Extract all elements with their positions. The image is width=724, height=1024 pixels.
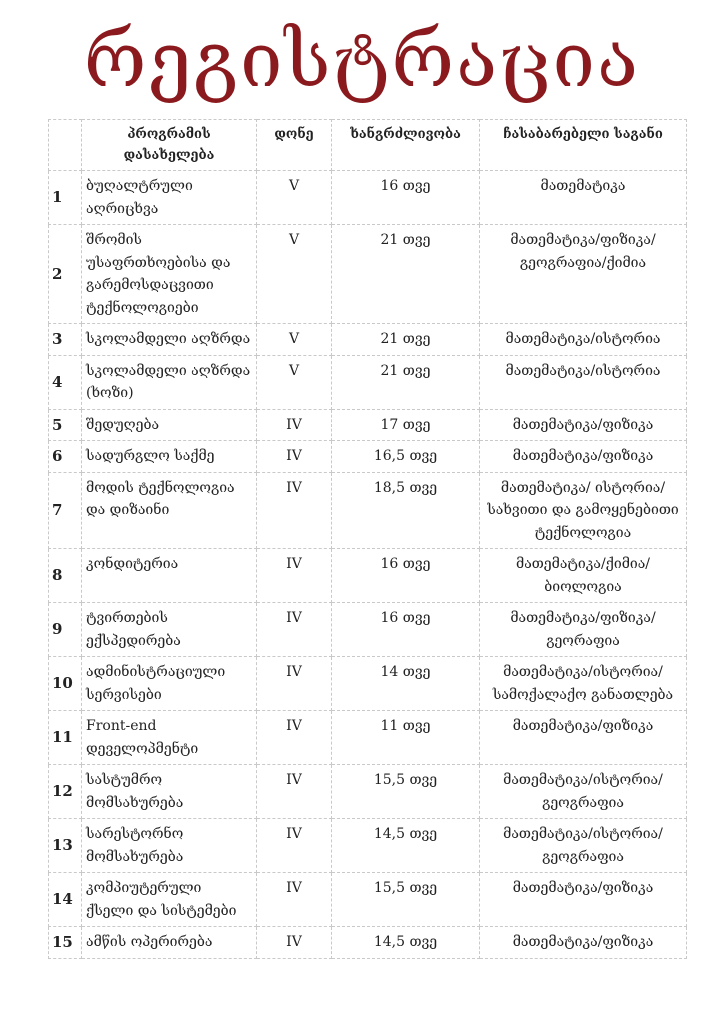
exam-subject: მათემატიკა/ფიზიკა: [480, 711, 687, 765]
program-level: IV: [257, 819, 332, 873]
row-number: 4: [49, 355, 82, 409]
program-level: IV: [257, 711, 332, 765]
program-duration: 14 თვე: [332, 657, 480, 711]
exam-subject: მათემატიკა/ფიზიკა: [480, 441, 687, 473]
row-number: 12: [49, 765, 82, 819]
program-duration: 16 თვე: [332, 603, 480, 657]
exam-subject: მათემატიკა/ისტორია: [480, 355, 687, 409]
table-row: [49, 171, 687, 225]
table-row: [49, 441, 687, 473]
program-name: შრომის უსაფრთხოებისა და გარემოსდაცვითი ტექნოლოგიები: [82, 225, 257, 324]
table-row: [49, 603, 687, 657]
exam-subject: მათემატიკა/ქიმია/ ბიოლოგია: [480, 549, 687, 603]
table-row: [49, 711, 687, 765]
row-number: 2: [49, 225, 82, 324]
program-name: სარესტორნო მომსახურება: [82, 819, 257, 873]
header-subject: ჩასაბარებელი საგანი: [480, 120, 687, 171]
header-program: პროგრამის დასახელება: [82, 120, 257, 171]
program-name: ბუღალტრული აღრიცხვა: [82, 171, 257, 225]
table-row: [49, 549, 687, 603]
program-level: IV: [257, 603, 332, 657]
row-number: 5: [49, 409, 82, 441]
table-row: [49, 225, 687, 324]
program-name: ამწის ოპერირება: [82, 927, 257, 959]
program-duration: 11 თვე: [332, 711, 480, 765]
program-name: სასტუმრო მომსახურება: [82, 765, 257, 819]
exam-subject: მათემატიკა/ ისტორია/ სახვითი და გამოყენებითი ტექნოლოგია: [480, 472, 687, 549]
program-level: V: [257, 171, 332, 225]
program-duration: 21 თვე: [332, 225, 480, 324]
program-name: კონდიტერია: [82, 549, 257, 603]
program-duration: 16 თვე: [332, 549, 480, 603]
table-row: [49, 765, 687, 819]
program-duration: 15,5 თვე: [332, 765, 480, 819]
exam-subject: მათემატიკა/ფიზიკა: [480, 873, 687, 927]
program-level: V: [257, 324, 332, 356]
program-duration: 21 თვე: [332, 324, 480, 356]
program-name: Front-end დეველოპმენტი: [82, 711, 257, 765]
table-header-row: [49, 120, 687, 171]
program-duration: 14,5 თვე: [332, 927, 480, 959]
exam-subject: მათემატიკა/ფიზიკა: [480, 927, 687, 959]
program-level: V: [257, 225, 332, 324]
row-number: 11: [49, 711, 82, 765]
exam-subject: მათემატიკა/ფიზიკა/ გეორაფია: [480, 603, 687, 657]
program-name: შედუღება: [82, 409, 257, 441]
exam-subject: მათემატიკა/ისტორია: [480, 324, 687, 356]
program-name: კომპიუტერული ქსელი და სისტემები: [82, 873, 257, 927]
program-level: IV: [257, 472, 332, 549]
row-number: 10: [49, 657, 82, 711]
program-name: სადურგლო საქმე: [82, 441, 257, 473]
table-row: [49, 472, 687, 549]
row-number: 1: [49, 171, 82, 225]
program-level: IV: [257, 409, 332, 441]
program-name: ადმინისტრაციული სერვისები: [82, 657, 257, 711]
exam-subject: მათემატიკა/ისტორია/ გეოგრაფია: [480, 819, 687, 873]
header-number: [49, 120, 82, 171]
exam-subject: მათემატიკა/ფიზიკა/ გეოგრაფია/ქიმია: [480, 225, 687, 324]
row-number: 7: [49, 472, 82, 549]
program-level: IV: [257, 927, 332, 959]
row-number: 3: [49, 324, 82, 356]
program-duration: 15,5 თვე: [332, 873, 480, 927]
table-row: [49, 409, 687, 441]
program-name: სკოლამდელი აღზრდა: [82, 324, 257, 356]
table-row: [49, 355, 687, 409]
program-name: ტვირთების ექსპედირება: [82, 603, 257, 657]
table-row: [49, 819, 687, 873]
row-number: 8: [49, 549, 82, 603]
program-duration: 16,5 თვე: [332, 441, 480, 473]
header-duration: ხანგრძლივობა: [332, 120, 480, 171]
exam-subject: მათემატიკა/ფიზიკა: [480, 409, 687, 441]
program-name: მოდის ტექნოლოგია და დიზაინი: [82, 472, 257, 549]
row-number: 13: [49, 819, 82, 873]
program-duration: 18,5 თვე: [332, 472, 480, 549]
row-number: 15: [49, 927, 82, 959]
exam-subject: მათემატიკა/ისტორია/ გეოგრაფია: [480, 765, 687, 819]
row-number: 9: [49, 603, 82, 657]
program-duration: 16 თვე: [332, 171, 480, 225]
table-row: [49, 873, 687, 927]
table-row: [49, 927, 687, 959]
page-title: რეგისტრაცია: [83, 15, 641, 104]
table-row: [49, 657, 687, 711]
program-level: IV: [257, 441, 332, 473]
program-level: IV: [257, 765, 332, 819]
program-level: V: [257, 355, 332, 409]
program-level: IV: [257, 657, 332, 711]
exam-subject: მათემატიკა: [480, 171, 687, 225]
program-level: IV: [257, 549, 332, 603]
row-number: 6: [49, 441, 82, 473]
row-number: 14: [49, 873, 82, 927]
program-duration: 17 თვე: [332, 409, 480, 441]
header-level: დონე: [257, 120, 332, 171]
table-row: [49, 324, 687, 356]
program-level: IV: [257, 873, 332, 927]
program-name: სკოლამდელი აღზრდა (ხოზი): [82, 355, 257, 409]
program-duration: 14,5 თვე: [332, 819, 480, 873]
program-duration: 21 თვე: [332, 355, 480, 409]
programs-table: [48, 119, 687, 959]
exam-subject: მათემატიკა/ისტორია/ სამოქალაქო განათლება: [480, 657, 687, 711]
